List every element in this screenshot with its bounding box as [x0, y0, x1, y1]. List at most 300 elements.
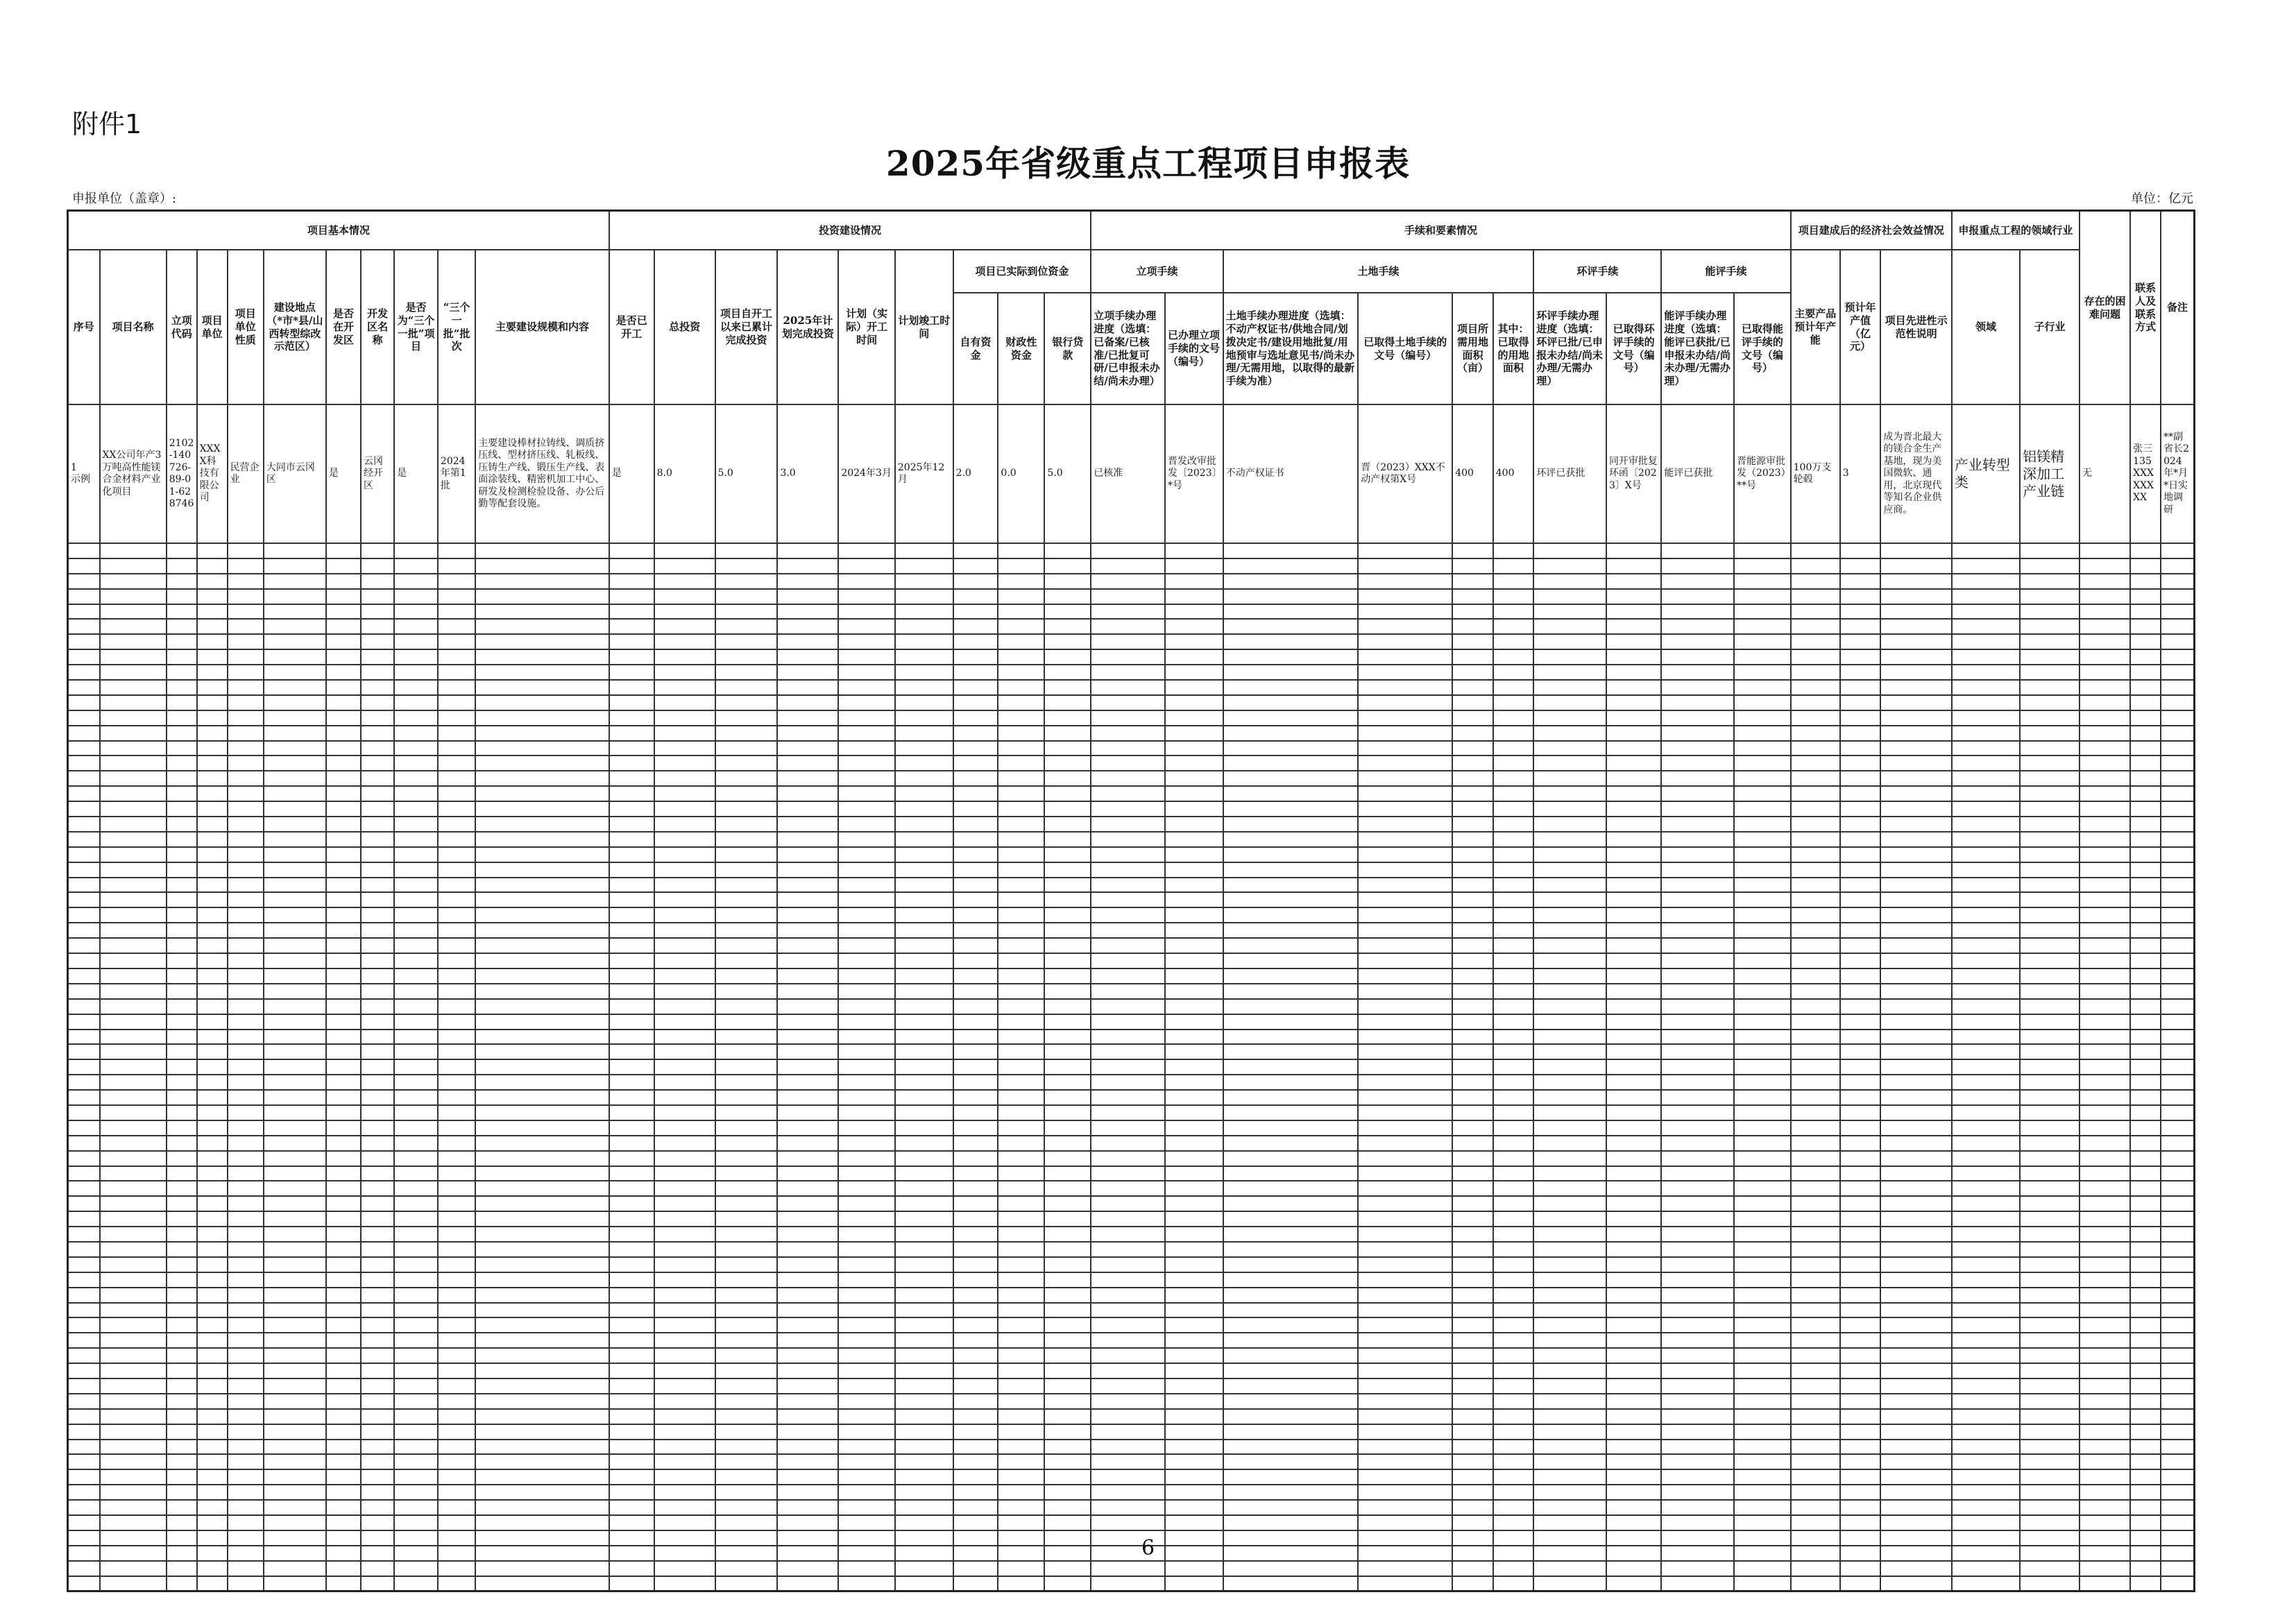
blank-cell[interactable] [654, 1303, 715, 1318]
blank-cell[interactable] [394, 1424, 438, 1440]
blank-cell[interactable] [1880, 1242, 1952, 1257]
blank-cell[interactable] [953, 1272, 998, 1288]
blank-cell[interactable] [2161, 1576, 2194, 1591]
blank-cell[interactable] [715, 1515, 778, 1530]
blank-cell[interactable] [1734, 1303, 1791, 1318]
blank-cell[interactable] [167, 1136, 197, 1151]
blank-cell[interactable] [1452, 878, 1493, 893]
blank-cell[interactable] [1952, 1257, 2020, 1272]
blank-cell[interactable] [609, 923, 654, 938]
blank-cell[interactable] [1952, 589, 2020, 604]
blank-cell[interactable] [68, 574, 100, 589]
blank-cell[interactable] [438, 726, 475, 741]
blank-cell[interactable] [361, 558, 394, 574]
blank-cell[interactable] [1452, 604, 1493, 620]
blank-cell[interactable] [2130, 1105, 2161, 1120]
blank-cell[interactable] [2020, 1166, 2080, 1181]
blank-cell[interactable] [394, 695, 438, 710]
blank-cell[interactable] [167, 680, 197, 695]
blank-cell[interactable] [998, 741, 1044, 756]
blank-cell[interactable] [197, 771, 228, 786]
blank-cell[interactable] [1661, 1030, 1734, 1045]
blank-cell[interactable] [394, 649, 438, 665]
blank-cell[interactable] [100, 1303, 167, 1318]
blank-cell[interactable] [1358, 1485, 1452, 1500]
blank-cell[interactable] [1493, 1440, 1534, 1455]
blank-cell[interactable] [438, 801, 475, 817]
blank-cell[interactable] [100, 755, 167, 771]
blank-cell[interactable] [777, 1409, 838, 1424]
blank-cell[interactable] [361, 1075, 394, 1090]
blank-cell[interactable] [264, 741, 326, 756]
blank-cell[interactable] [953, 1561, 998, 1576]
blank-cell[interactable] [326, 1227, 361, 1242]
blank-cell[interactable] [2161, 1014, 2194, 1030]
blank-cell[interactable] [1606, 604, 1661, 620]
blank-cell[interactable] [326, 1515, 361, 1530]
blank-cell[interactable] [1880, 862, 1952, 878]
blank-cell[interactable] [167, 619, 197, 634]
blank-cell[interactable] [654, 1030, 715, 1045]
blank-cell[interactable] [167, 1288, 197, 1303]
blank-cell[interactable] [1952, 1211, 2020, 1227]
blank-cell[interactable] [1223, 1181, 1359, 1196]
blank-cell[interactable] [361, 1044, 394, 1059]
blank-cell[interactable] [1044, 1363, 1091, 1378]
blank-cell[interactable] [1533, 574, 1606, 589]
blank-cell[interactable] [68, 710, 100, 726]
blank-cell[interactable] [2130, 1075, 2161, 1090]
blank-cell[interactable] [1791, 984, 1840, 999]
blank-cell[interactable] [394, 589, 438, 604]
blank-cell[interactable] [1091, 1030, 1165, 1045]
blank-cell[interactable] [197, 786, 228, 801]
blank-cell[interactable] [1452, 1211, 1493, 1227]
blank-cell[interactable] [1840, 817, 1881, 832]
blank-cell[interactable] [1734, 726, 1791, 741]
blank-cell[interactable] [609, 634, 654, 649]
blank-cell[interactable] [895, 878, 953, 893]
blank-cell[interactable] [1952, 862, 2020, 878]
blank-cell[interactable] [715, 999, 778, 1014]
blank-cell[interactable] [68, 1044, 100, 1059]
blank-cell[interactable] [1840, 1151, 1881, 1166]
blank-cell[interactable] [1952, 1151, 2020, 1166]
blank-cell[interactable] [197, 574, 228, 589]
blank-cell[interactable] [2161, 1211, 2194, 1227]
blank-cell[interactable] [1606, 1454, 1661, 1469]
blank-cell[interactable] [1452, 589, 1493, 604]
blank-cell[interactable] [1044, 1515, 1091, 1530]
blank-cell[interactable] [1661, 1561, 1734, 1576]
blank-cell[interactable] [438, 1561, 475, 1576]
blank-cell[interactable] [715, 771, 778, 786]
blank-cell[interactable] [264, 604, 326, 620]
blank-cell[interactable] [895, 741, 953, 756]
blank-cell[interactable] [953, 1424, 998, 1440]
blank-cell[interactable] [1044, 1409, 1091, 1424]
blank-cell[interactable] [2020, 1363, 2080, 1378]
blank-cell[interactable] [1606, 1424, 1661, 1440]
blank-cell[interactable] [1606, 1333, 1661, 1348]
blank-cell[interactable] [264, 1090, 326, 1105]
blank-cell[interactable] [167, 1196, 197, 1211]
blank-cell[interactable] [895, 1378, 953, 1394]
blank-cell[interactable] [361, 1409, 394, 1424]
blank-cell[interactable] [1165, 1500, 1223, 1515]
blank-cell[interactable] [777, 786, 838, 801]
blank-cell[interactable] [394, 1500, 438, 1515]
blank-cell[interactable] [394, 543, 438, 558]
blank-cell[interactable] [1606, 862, 1661, 878]
blank-cell[interactable] [1091, 953, 1165, 968]
blank-cell[interactable] [1880, 1272, 1952, 1288]
blank-cell[interactable] [228, 968, 264, 984]
blank-cell[interactable] [394, 923, 438, 938]
blank-cell[interactable] [361, 968, 394, 984]
blank-cell[interactable] [1661, 726, 1734, 741]
blank-cell[interactable] [2080, 1500, 2130, 1515]
blank-cell[interactable] [953, 634, 998, 649]
blank-cell[interactable] [998, 1090, 1044, 1105]
blank-cell[interactable] [654, 1469, 715, 1485]
blank-cell[interactable] [1452, 649, 1493, 665]
blank-cell[interactable] [1952, 604, 2020, 620]
blank-cell[interactable] [1606, 695, 1661, 710]
blank-cell[interactable] [264, 878, 326, 893]
blank-cell[interactable] [475, 907, 609, 923]
blank-cell[interactable] [1452, 1257, 1493, 1272]
blank-cell[interactable] [326, 1454, 361, 1469]
blank-cell[interactable] [777, 1014, 838, 1030]
blank-cell[interactable] [1606, 1485, 1661, 1500]
blank-cell[interactable] [953, 938, 998, 953]
blank-cell[interactable] [777, 1561, 838, 1576]
blank-cell[interactable] [1734, 953, 1791, 968]
blank-cell[interactable] [1734, 1014, 1791, 1030]
blank-cell[interactable] [1452, 847, 1493, 862]
blank-cell[interactable] [2130, 1151, 2161, 1166]
blank-cell[interactable] [1734, 755, 1791, 771]
blank-cell[interactable] [1165, 1440, 1223, 1455]
blank-cell[interactable] [228, 1394, 264, 1409]
blank-cell[interactable] [1880, 1500, 1952, 1515]
blank-cell[interactable] [1791, 847, 1840, 862]
blank-cell[interactable] [609, 1469, 654, 1485]
blank-cell[interactable] [475, 1409, 609, 1424]
blank-cell[interactable] [1880, 1227, 1952, 1242]
blank-cell[interactable] [394, 1211, 438, 1227]
blank-cell[interactable] [1606, 1196, 1661, 1211]
blank-cell[interactable] [361, 1378, 394, 1394]
blank-cell[interactable] [1840, 1561, 1881, 1576]
blank-cell[interactable] [654, 1333, 715, 1348]
blank-cell[interactable] [998, 984, 1044, 999]
blank-cell[interactable] [1452, 1409, 1493, 1424]
blank-cell[interactable] [998, 862, 1044, 878]
blank-cell[interactable] [1734, 1348, 1791, 1363]
blank-cell[interactable] [895, 1136, 953, 1151]
blank-cell[interactable] [654, 1059, 715, 1075]
blank-cell[interactable] [609, 1485, 654, 1500]
blank-cell[interactable] [1791, 649, 1840, 665]
blank-cell[interactable] [197, 558, 228, 574]
blank-cell[interactable] [1165, 1348, 1223, 1363]
blank-cell[interactable] [68, 817, 100, 832]
blank-cell[interactable] [1493, 801, 1534, 817]
blank-cell[interactable] [1223, 726, 1359, 741]
blank-cell[interactable] [197, 1409, 228, 1424]
blank-cell[interactable] [1606, 1014, 1661, 1030]
blank-cell[interactable] [998, 1378, 1044, 1394]
blank-cell[interactable] [1452, 817, 1493, 832]
blank-cell[interactable] [654, 817, 715, 832]
blank-cell[interactable] [1952, 817, 2020, 832]
blank-cell[interactable] [609, 878, 654, 893]
blank-cell[interactable] [1165, 1014, 1223, 1030]
blank-cell[interactable] [100, 1120, 167, 1136]
blank-cell[interactable] [475, 999, 609, 1014]
blank-cell[interactable] [167, 649, 197, 665]
blank-cell[interactable] [1223, 984, 1359, 999]
blank-cell[interactable] [1734, 543, 1791, 558]
blank-cell[interactable] [197, 892, 228, 907]
blank-cell[interactable] [228, 619, 264, 634]
blank-cell[interactable] [1493, 1196, 1534, 1211]
blank-cell[interactable] [68, 1014, 100, 1030]
blank-cell[interactable] [609, 710, 654, 726]
blank-cell[interactable] [475, 1030, 609, 1045]
blank-cell[interactable] [777, 1469, 838, 1485]
blank-cell[interactable] [1044, 1394, 1091, 1409]
blank-cell[interactable] [2161, 1227, 2194, 1242]
blank-cell[interactable] [1358, 680, 1452, 695]
blank-cell[interactable] [1952, 1348, 2020, 1363]
blank-cell[interactable] [197, 1440, 228, 1455]
blank-cell[interactable] [197, 1242, 228, 1257]
blank-cell[interactable] [777, 680, 838, 695]
blank-cell[interactable] [1044, 1303, 1091, 1318]
blank-cell[interactable] [1091, 984, 1165, 999]
blank-cell[interactable] [167, 1394, 197, 1409]
blank-cell[interactable] [197, 801, 228, 817]
blank-cell[interactable] [1044, 1090, 1091, 1105]
blank-cell[interactable] [1533, 1090, 1606, 1105]
blank-cell[interactable] [1358, 847, 1452, 862]
blank-cell[interactable] [1533, 1044, 1606, 1059]
blank-cell[interactable] [475, 878, 609, 893]
blank-cell[interactable] [895, 847, 953, 862]
blank-cell[interactable] [2020, 649, 2080, 665]
blank-cell[interactable] [326, 726, 361, 741]
blank-cell[interactable] [654, 1440, 715, 1455]
blank-cell[interactable] [998, 1136, 1044, 1151]
blank-cell[interactable] [1223, 1014, 1359, 1030]
blank-cell[interactable] [777, 1440, 838, 1455]
blank-cell[interactable] [998, 1242, 1044, 1257]
blank-cell[interactable] [1880, 558, 1952, 574]
blank-cell[interactable] [715, 1469, 778, 1485]
blank-cell[interactable] [326, 1075, 361, 1090]
blank-cell[interactable] [1044, 1211, 1091, 1227]
blank-cell[interactable] [264, 1166, 326, 1181]
blank-cell[interactable] [1358, 619, 1452, 634]
blank-cell[interactable] [2020, 1090, 2080, 1105]
blank-cell[interactable] [100, 1196, 167, 1211]
blank-cell[interactable] [1606, 1500, 1661, 1515]
blank-cell[interactable] [394, 1394, 438, 1409]
blank-cell[interactable] [1223, 1044, 1359, 1059]
blank-cell[interactable] [715, 801, 778, 817]
blank-cell[interactable] [609, 832, 654, 847]
blank-cell[interactable] [2130, 1166, 2161, 1181]
blank-cell[interactable] [1606, 574, 1661, 589]
blank-cell[interactable] [1606, 1120, 1661, 1136]
blank-cell[interactable] [1880, 1090, 1952, 1105]
blank-cell[interactable] [361, 604, 394, 620]
blank-cell[interactable] [100, 649, 167, 665]
blank-cell[interactable] [1091, 1211, 1165, 1227]
blank-cell[interactable] [895, 999, 953, 1014]
blank-cell[interactable] [1358, 1105, 1452, 1120]
blank-cell[interactable] [1223, 741, 1359, 756]
blank-cell[interactable] [167, 1151, 197, 1166]
blank-cell[interactable] [1880, 1136, 1952, 1151]
blank-cell[interactable] [438, 847, 475, 862]
blank-cell[interactable] [895, 1166, 953, 1181]
blank-cell[interactable] [895, 1211, 953, 1227]
blank-cell[interactable] [264, 558, 326, 574]
blank-cell[interactable] [100, 589, 167, 604]
blank-cell[interactable] [394, 1348, 438, 1363]
blank-cell[interactable] [998, 649, 1044, 665]
blank-cell[interactable] [1358, 907, 1452, 923]
blank-cell[interactable] [68, 1469, 100, 1485]
blank-cell[interactable] [1840, 1166, 1881, 1181]
blank-cell[interactable] [838, 1394, 895, 1409]
blank-cell[interactable] [1358, 1242, 1452, 1257]
blank-cell[interactable] [1880, 1257, 1952, 1272]
blank-cell[interactable] [1533, 741, 1606, 756]
blank-cell[interactable] [68, 1288, 100, 1303]
blank-cell[interactable] [1358, 1288, 1452, 1303]
blank-cell[interactable] [1791, 786, 1840, 801]
blank-cell[interactable] [438, 1211, 475, 1227]
blank-cell[interactable] [654, 1120, 715, 1136]
blank-cell[interactable] [1044, 589, 1091, 604]
blank-cell[interactable] [1606, 1272, 1661, 1288]
blank-cell[interactable] [1165, 1151, 1223, 1166]
blank-cell[interactable] [1044, 1059, 1091, 1075]
blank-cell[interactable] [1165, 1272, 1223, 1288]
blank-cell[interactable] [838, 558, 895, 574]
blank-cell[interactable] [895, 1120, 953, 1136]
blank-cell[interactable] [2161, 923, 2194, 938]
blank-cell[interactable] [1091, 1469, 1165, 1485]
blank-cell[interactable] [1223, 1500, 1359, 1515]
blank-cell[interactable] [264, 1196, 326, 1211]
blank-cell[interactable] [1661, 1469, 1734, 1485]
blank-cell[interactable] [1223, 1288, 1359, 1303]
blank-cell[interactable] [264, 1363, 326, 1378]
blank-cell[interactable] [1223, 680, 1359, 695]
blank-cell[interactable] [953, 604, 998, 620]
blank-cell[interactable] [654, 741, 715, 756]
blank-cell[interactable] [777, 1272, 838, 1288]
blank-cell[interactable] [394, 1317, 438, 1333]
blank-cell[interactable] [197, 1166, 228, 1181]
blank-cell[interactable] [998, 634, 1044, 649]
blank-cell[interactable] [1452, 862, 1493, 878]
blank-cell[interactable] [1091, 968, 1165, 984]
blank-cell[interactable] [228, 878, 264, 893]
blank-cell[interactable] [264, 999, 326, 1014]
blank-cell[interactable] [475, 543, 609, 558]
blank-cell[interactable] [609, 1378, 654, 1394]
blank-cell[interactable] [1044, 741, 1091, 756]
blank-cell[interactable] [1840, 619, 1881, 634]
blank-cell[interactable] [326, 1181, 361, 1196]
blank-cell[interactable] [715, 1424, 778, 1440]
blank-cell[interactable] [1044, 1317, 1091, 1333]
blank-cell[interactable] [167, 1030, 197, 1045]
blank-cell[interactable] [654, 695, 715, 710]
blank-cell[interactable] [953, 1303, 998, 1318]
blank-cell[interactable] [1358, 1454, 1452, 1469]
blank-cell[interactable] [1840, 1227, 1881, 1242]
blank-cell[interactable] [1358, 1515, 1452, 1530]
blank-cell[interactable] [1791, 1288, 1840, 1303]
blank-cell[interactable] [2080, 1409, 2130, 1424]
blank-cell[interactable] [100, 680, 167, 695]
blank-cell[interactable] [1452, 1288, 1493, 1303]
blank-cell[interactable] [197, 1272, 228, 1288]
blank-cell[interactable] [998, 771, 1044, 786]
blank-cell[interactable] [2161, 665, 2194, 680]
blank-cell[interactable] [228, 1044, 264, 1059]
blank-cell[interactable] [1044, 665, 1091, 680]
blank-cell[interactable] [326, 847, 361, 862]
blank-cell[interactable] [264, 1288, 326, 1303]
blank-cell[interactable] [264, 1333, 326, 1348]
blank-cell[interactable] [68, 1242, 100, 1257]
blank-cell[interactable] [1493, 1151, 1534, 1166]
blank-cell[interactable] [197, 1136, 228, 1151]
blank-cell[interactable] [1223, 1227, 1359, 1242]
blank-cell[interactable] [1091, 1272, 1165, 1288]
blank-cell[interactable] [1452, 755, 1493, 771]
blank-cell[interactable] [654, 1500, 715, 1515]
blank-cell[interactable] [1661, 1136, 1734, 1151]
blank-cell[interactable] [1661, 817, 1734, 832]
blank-cell[interactable] [264, 543, 326, 558]
blank-cell[interactable] [1044, 1136, 1091, 1151]
blank-cell[interactable] [2080, 558, 2130, 574]
blank-cell[interactable] [68, 1257, 100, 1272]
blank-cell[interactable] [1606, 923, 1661, 938]
blank-cell[interactable] [1091, 1075, 1165, 1090]
blank-cell[interactable] [1452, 1576, 1493, 1591]
blank-cell[interactable] [1791, 999, 1840, 1014]
blank-cell[interactable] [1165, 1424, 1223, 1440]
blank-cell[interactable] [1223, 1485, 1359, 1500]
blank-cell[interactable] [1452, 923, 1493, 938]
blank-cell[interactable] [1952, 1242, 2020, 1257]
blank-cell[interactable] [654, 1090, 715, 1105]
blank-cell[interactable] [1880, 847, 1952, 862]
blank-cell[interactable] [2020, 1409, 2080, 1424]
blank-cell[interactable] [68, 953, 100, 968]
